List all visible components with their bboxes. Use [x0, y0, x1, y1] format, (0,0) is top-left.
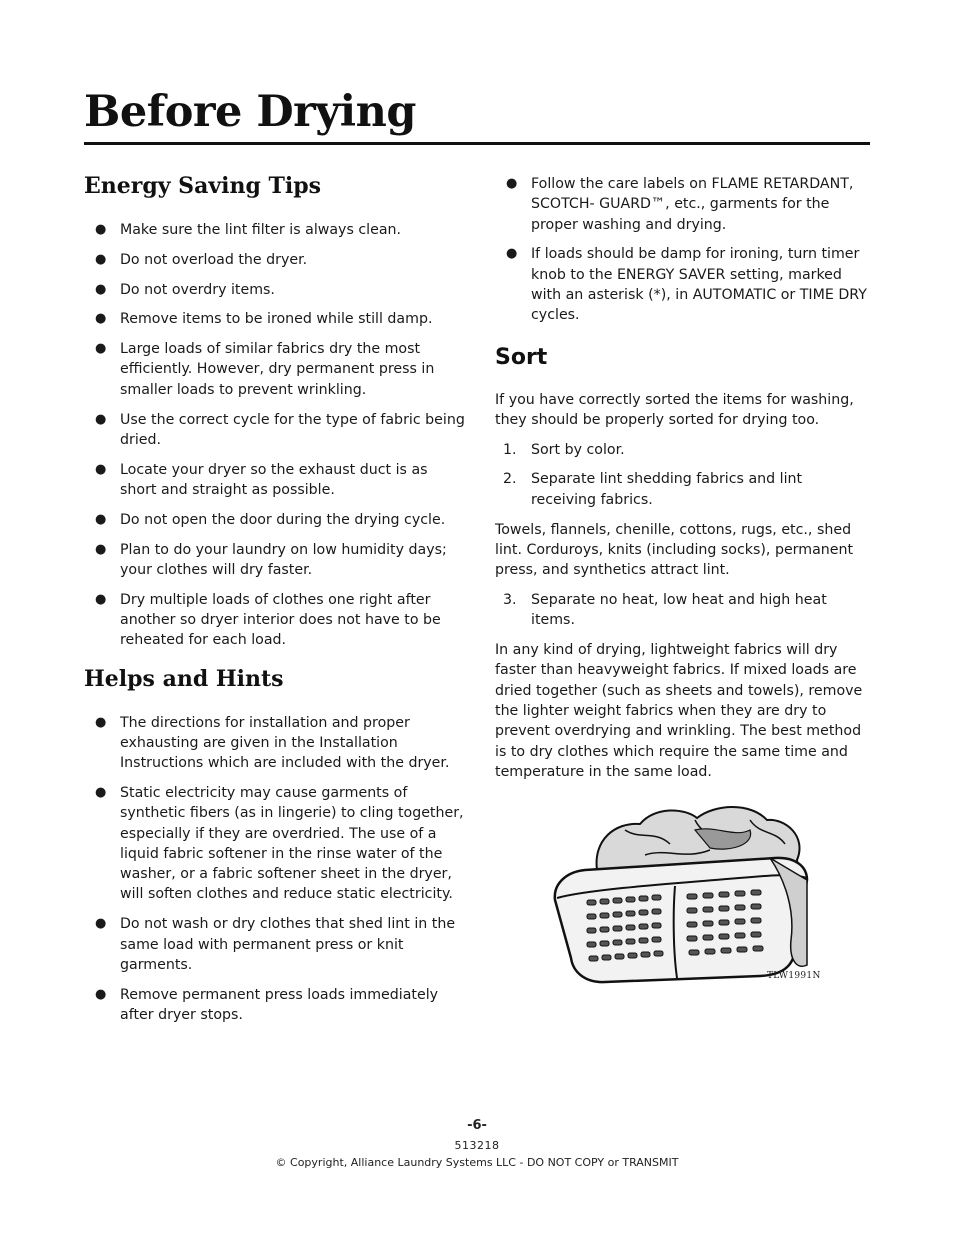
- right-column: [495, 174, 871, 792]
- list-item: ● Do not overdry items.: [84, 280, 466, 300]
- bullet-icon: ●: [506, 176, 518, 191]
- list-item: ● Large loads of similar fabrics dry the most efficiently. However, dry permanent press in smaller loads to prevent wrinkling.: [95, 341, 435, 398]
- list-item: ● Static electricity may cause garments of synthetic fibers (as in lingerie) to cling together, especially if they are overdried. The use of a liquid fabric softener in the rinse water of the washer, or a fabric softener sheet in the dryer, will soften clothes and reduce static electricity.: [95, 784, 464, 903]
- page-title: Before Drying: [84, 84, 870, 145]
- sort-intro: If you have correctly sorted the items for washing, they should be properly sorted for drying too.: [495, 391, 854, 428]
- sort-heading: Sort: [495, 344, 548, 370]
- list-item: ● Dry multiple loads of clothes one right after another so dryer interior does not have to be reheated for each load.: [95, 591, 441, 649]
- care-label-list: [495, 174, 871, 326]
- bullet-icon: ●: [95, 986, 107, 1002]
- list-item: ● Do not open the door during the drying cycle.: [84, 510, 466, 530]
- bullet-icon: ●: [95, 591, 107, 607]
- drying-paragraph: In any kind of drying, lightweight fabrics will dry faster than heavyweight fabrics. If mixed loads are dried together (such as sheets and towels), remove the lighter weight fabrics when they are dry to prevent overdrying and wrinkling. The best method is to dry clothes which require the same time and temperature in the same load.: [495, 642, 863, 780]
- bullet-icon: ●: [95, 784, 107, 800]
- laundry-basket-icon: [545, 800, 820, 990]
- energy-tips-list: [84, 220, 466, 651]
- sort-steps-2: [495, 590, 871, 631]
- list-item: 2. Separate lint shedding fabrics and lint receiving fabrics.: [503, 471, 803, 508]
- helps-hints-list: [84, 713, 466, 1026]
- list-item: ● Follow the care labels on FLAME RETARDANT, SCOTCH- GUARD™, etc., garments for the proper washing and drying.: [506, 176, 854, 233]
- list-item: ● Remove items to be ironed while still damp.: [84, 309, 466, 329]
- bullet-icon: ●: [95, 714, 107, 730]
- list-item: 1. Sort by color.: [503, 441, 625, 458]
- bullet-icon: ●: [95, 222, 107, 237]
- document-number: 513218: [454, 1139, 500, 1152]
- figure-code: TLW1991N: [767, 971, 821, 981]
- bullet-icon: ●: [95, 541, 107, 557]
- sort-steps-1: [495, 440, 871, 510]
- list-item: ● Do not wash or dry clothes that shed lint in the same load with permanent press or knit garments.: [95, 916, 456, 973]
- bullet-icon: ●: [506, 246, 518, 262]
- bullet-icon: ●: [95, 251, 107, 267]
- list-item: ● Do not overload the dryer.: [84, 250, 466, 270]
- helps-hints-heading: Helps and Hints: [84, 665, 284, 692]
- list-item: ● Remove permanent press loads immediately after dryer stops.: [95, 986, 439, 1023]
- list-item: ● If loads should be damp for ironing, turn timer knob to the ENERGY SAVER setting, marked with an asterisk (*), in AUTOMATIC or TIME DRY cycles.: [506, 246, 867, 324]
- list-item: 3. Separate no heat, low heat and high heat items.: [503, 591, 827, 629]
- bullet-icon: ●: [95, 461, 107, 477]
- bullet-icon: ●: [95, 511, 107, 527]
- lint-paragraph: Towels, flannels, chenille, cottons, rugs, etc., shed lint. Corduroys, knits (including socks), permanent press, and synthetics attract lint.: [495, 521, 854, 579]
- list-item: ● Plan to do your laundry on low humidity days; your clothes will dry faster.: [95, 541, 447, 578]
- bullet-icon: ●: [95, 281, 107, 297]
- bullet-icon: ●: [95, 341, 107, 357]
- list-item: ● Use the correct cycle for the type of fabric being dried.: [95, 411, 465, 448]
- copyright-notice: © Copyright, Alliance Laundry Systems LLC - DO NOT COPY or TRANSMIT: [275, 1156, 679, 1169]
- bullet-icon: ●: [95, 916, 107, 932]
- left-column: [84, 170, 466, 1035]
- bullet-icon: ●: [95, 311, 107, 327]
- list-item: ● Locate your dryer so the exhaust duct is as short and straight as possible.: [95, 461, 428, 498]
- page-number: -6-: [467, 1118, 487, 1133]
- bullet-icon: ●: [95, 411, 107, 427]
- list-item: ● Make sure the lint filter is always clean.: [84, 220, 466, 240]
- energy-saving-heading: Energy Saving Tips: [84, 173, 321, 199]
- list-item: ● The directions for installation and proper exhausting are given in the Installation Instructions which are included with the dryer.: [95, 714, 450, 772]
